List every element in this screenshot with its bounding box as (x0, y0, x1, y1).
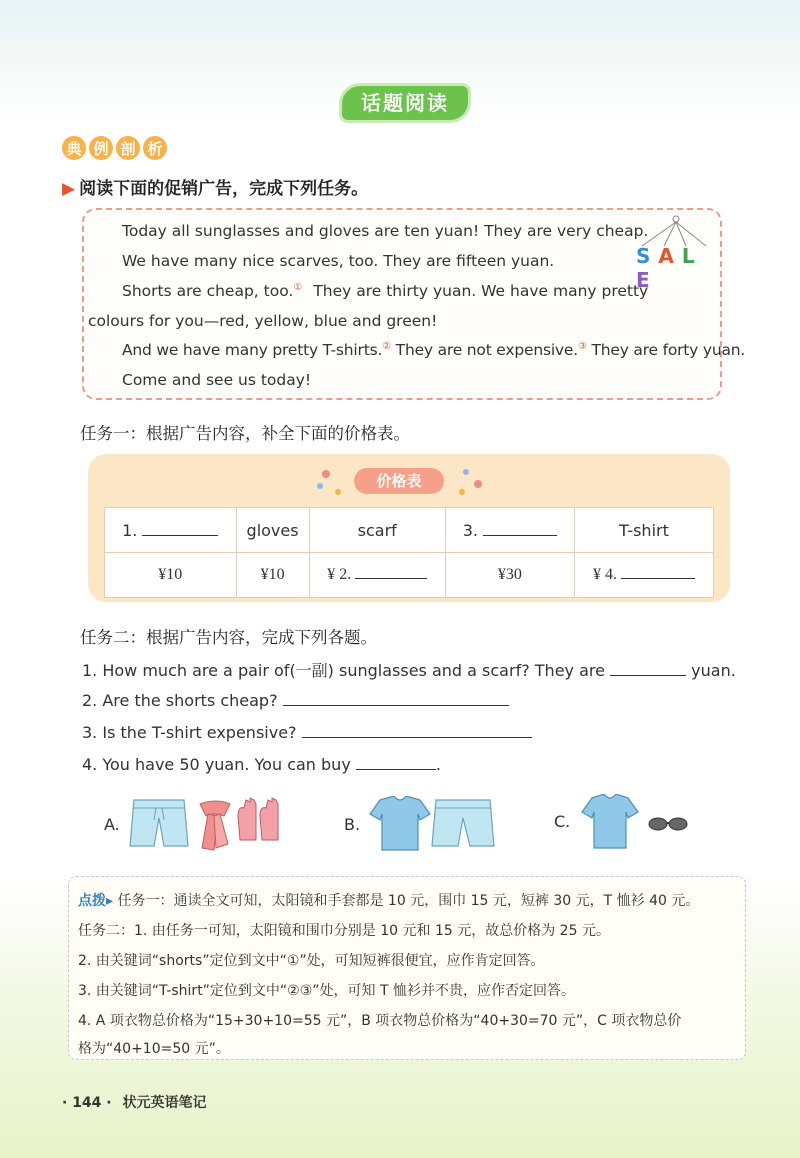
table-cell (105, 508, 237, 553)
table-cell: gloves (236, 508, 309, 553)
section-badge-char: 剖 (116, 136, 140, 160)
hint-arrow-icon: ▸ (106, 893, 114, 909)
price-table (104, 507, 714, 598)
question-text: 1. How much are a pair of(一副) sunglasses and a scarf? They are (82, 661, 605, 680)
question-text: . (435, 755, 441, 774)
section-badge (62, 136, 167, 162)
book-title: 状元英语笔记 (122, 1095, 207, 1111)
ad-line: Today all sunglasses and gloves are ten yuan! They are very cheap. (122, 222, 649, 240)
sunglasses-icon (649, 818, 687, 830)
option-c-picture (578, 794, 690, 854)
section-badge-char: 典 (62, 136, 86, 160)
gloves-icon (238, 798, 278, 840)
question-1 (82, 658, 736, 681)
answer-blank[interactable] (355, 578, 427, 579)
section-badge-char: 析 (143, 136, 167, 160)
table-cell (574, 553, 713, 598)
shorts-icon (130, 800, 188, 846)
scarf-icon (200, 801, 230, 850)
instruction (62, 174, 368, 199)
hint-line: 4. A 项衣物总价格为“15+30+10=55 元”，B 项衣物总价格为“40+30=70 元”，C 项衣物总价 (78, 1013, 682, 1029)
answer-blank[interactable] (621, 578, 695, 579)
table-cell: ¥10 (236, 553, 309, 598)
page-number: · 144 · (62, 1095, 112, 1111)
table-row (105, 508, 714, 553)
option-c-label: C. (554, 812, 571, 831)
cell-text: 3. (462, 520, 478, 540)
cell-text: 1. (122, 520, 138, 540)
sale-letter: E (636, 268, 654, 292)
price-table-title: 价格表 (354, 468, 444, 494)
table-cell: ¥30 (445, 553, 574, 598)
topic-title: 话题阅读 (342, 86, 468, 120)
option-a-label: A. (104, 815, 120, 834)
hint-text: 任务一：通读全文可知，太阳镜和手套都是 10 元，围巾 15 元，短裤 30 元，T 恤衫 40 元。 (117, 893, 700, 909)
ad-line-part: They are thirty yuan. We have many pretty (313, 282, 649, 301)
question-2 (82, 691, 509, 710)
table-cell (309, 553, 445, 598)
table-row (105, 553, 714, 598)
question-3 (82, 723, 532, 742)
task2-heading: 任务二：根据广告内容，完成下列各题。 (80, 628, 377, 647)
answer-blank[interactable] (283, 705, 509, 706)
task1-heading: 任务一：根据广告内容，补全下面的价格表。 (80, 424, 410, 443)
answer-blank[interactable] (142, 535, 218, 536)
sale-letter: S (636, 244, 655, 268)
table-cell (445, 508, 574, 553)
ad-line (122, 282, 648, 300)
hint-line (78, 890, 699, 910)
hint-line: 格为“40+10=50 元”。 (78, 1041, 230, 1057)
answer-blank[interactable] (302, 737, 532, 738)
sale-letter: A (658, 244, 678, 268)
ad-line: We have many nice scarves, too. They are fifteen yuan. (122, 252, 555, 270)
ad-line-part: They are not expensive. (395, 341, 578, 360)
hint-line: 任务二：1. 由任务一可知，太阳镜和围巾分别是 10 元和 15 元，故总价格为 25 元。 (78, 923, 610, 939)
ad-line: colours for you—red, yellow, blue and green! (88, 312, 438, 330)
section-badge-char: 例 (89, 136, 113, 160)
option-b-picture (364, 796, 500, 856)
hint-label: 点拨 (78, 893, 106, 909)
question-text: 4. You have 50 yuan. You can buy (82, 755, 351, 774)
cell-text: ¥ 4. (592, 566, 617, 583)
ad-line: Come and see us today! (122, 371, 312, 389)
marker: ③ (577, 341, 587, 352)
question-text: yuan. (691, 661, 736, 680)
question-text: 3. Is the T-shirt expensive? (82, 723, 297, 742)
cell-text: ¥ 2. (327, 566, 352, 583)
t-shirt-icon (370, 796, 430, 850)
answer-blank[interactable] (610, 675, 686, 676)
shorts-icon (432, 800, 494, 846)
table-cell: scarf (309, 508, 445, 553)
table-cell: ¥10 (105, 553, 237, 598)
answer-blank[interactable] (356, 769, 436, 770)
marker: ① (293, 282, 303, 293)
question-4 (82, 755, 441, 774)
question-text: 2. Are the shorts cheap? (82, 691, 278, 710)
page-footer (62, 1092, 206, 1112)
t-shirt-icon (582, 794, 638, 848)
sale-letter: L (681, 244, 699, 268)
option-a-picture (128, 796, 288, 856)
answer-blank[interactable] (483, 535, 557, 536)
hint-line: 2. 由关键词“shorts”定位到文中“①”处，可知短裤很便宜，应作肯定回答。 (78, 953, 545, 969)
marker: ② (382, 341, 391, 352)
option-b-label: B. (344, 815, 361, 834)
ad-line-part: Shorts are cheap, too. (122, 282, 294, 301)
sale-tag (634, 244, 710, 292)
table-cell: T-shirt (574, 508, 713, 553)
ad-line-part: And we have many pretty T-shirts. (122, 341, 383, 360)
ad-line-part: They are forty yuan. (591, 341, 746, 360)
instruction-text: 阅读下面的促销广告，完成下列任务。 (79, 179, 369, 199)
hint-line: 3. 由关键词“T-shirt”定位到文中“②③”处，可知 T 恤衫并不贵，应作否定回答。 (78, 983, 575, 999)
ad-line (122, 341, 745, 359)
play-arrow-icon: ▶ (62, 179, 76, 199)
